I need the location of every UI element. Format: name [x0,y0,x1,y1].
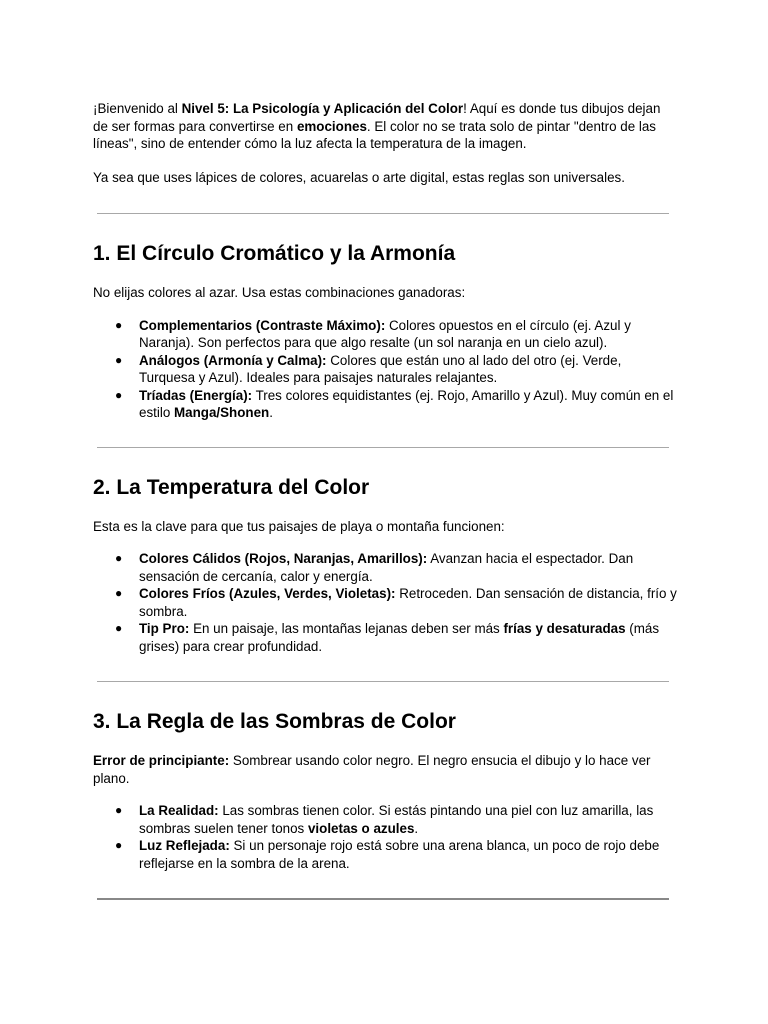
section-3-list [93,802,678,872]
section-2-lead [93,518,678,536]
intro-paragraph-2: Ya sea que uses lápices de colores, acuarelas o arte digital, estas reglas son universales. [93,169,625,185]
list-item [93,550,678,585]
bold-text: violetas o azules [307,820,415,836]
bold-text: Error de principiante: [93,753,230,768]
section-divider [97,681,669,682]
bullet-icon: ● [115,317,123,332]
bold-text: Nivel 5: La Psicología y Aplicación del Color [181,101,464,116]
bold-text: Análogos (Armonía y Calma): [139,352,327,368]
text-run: Las sombras tienen color. Si estás pintando una piel con luz amarilla, las sombras suelen tener tonos [139,803,654,836]
intro-paragraph [93,100,678,153]
text-run: Esta es la clave para que tus paisajes de playa o montaña funcionen: [93,518,505,534]
section-divider [97,213,669,214]
text-run: . El color no se trata solo de pintar "dentro de las líneas", sino de entender cómo la luz afecta la temperatura de la imagen. [93,118,657,151]
section-divider [97,447,669,448]
section-3-lead [93,752,678,787]
text-run: . [414,820,419,836]
text-run: En un paisaje, las montañas lejanas deben ser más [189,621,504,636]
document-page [93,100,678,900]
bold-text: Colores Cálidos (Rojos, Naranjas, Amarillos): [139,551,428,566]
text-run: Si un personaje rojo está sobre una arena blanca, un poco de rojo debe reflejarse en la sombra de la arena. [139,838,660,871]
section-2-list [93,550,678,655]
bold-text: Tip Pro: [139,621,190,636]
text-run: (más grises) para crear profundidad. [139,621,660,654]
section-1-lead [93,284,678,302]
bullet-icon: ● [115,803,123,817]
bullet-icon: ● [115,621,123,635]
text-run: . [269,405,273,420]
section-divider [97,898,669,900]
list-item [93,802,678,837]
list-item [93,837,678,872]
bold-text: Luz Reflejada: [139,838,230,853]
section-1-title: 1. El Círculo Cromático y la Armonía [93,242,456,265]
text-run: Sombrear usando color negro. El negro ensucia el dibujo y lo hace ver plano. [93,753,651,786]
section-1-list [93,317,678,422]
bullet-icon: ● [115,551,123,565]
bullet-icon: ● [115,838,123,852]
bold-text: frías y desaturadas [503,621,626,636]
text-run: ! Aquí es donde tus dibujos dejan de ser formas para convertirse en [93,101,661,134]
bold-text: Manga/Shonen [173,405,270,420]
text-run: ¡Bienvenido al [93,101,182,116]
bold-text: Colores Fríos (Azules, Verdes, Violetas): [139,586,396,601]
text-run: Colores opuestos en el círculo (ej. Azul y Naranja). Son perfectos para que algo resalte (un sol naranja en un cielo azul). [139,317,631,350]
list-item [93,387,678,422]
list-item [93,352,678,387]
list-item [93,317,678,352]
list-item [93,620,678,655]
text-run: No elijas colores al azar. Usa estas combinaciones ganadoras: [93,285,466,300]
bold-text: Tríadas (Energía): [139,387,253,403]
bold-text: Complementarios (Contraste Máximo): [139,317,386,333]
text-run: Tres colores equidistantes (ej. Rojo, Amarillo y Azul). Muy común en el estilo [139,387,674,420]
text-run: Retroceden. Dan sensación de distancia, frío y sombra. [139,586,677,619]
bold-text: emociones [296,118,367,134]
section-3-title: 3. La Regla de las Sombras de Color [93,710,456,733]
bullet-icon: ● [115,586,123,600]
section-2-title: 2. La Temperatura del Color [93,475,370,499]
bold-text: La Realidad: [139,803,219,818]
bullet-icon: ● [115,387,123,402]
text-run: Avanzan hacia el espectador. Dan sensación de cercanía, calor y energía. [139,551,634,584]
text-run: Colores que están uno al lado del otro (ej. Verde, Turquesa y Azul). Ideales para paisajes naturales relajantes. [139,352,622,385]
bullet-icon: ● [115,352,123,367]
list-item [93,585,678,620]
